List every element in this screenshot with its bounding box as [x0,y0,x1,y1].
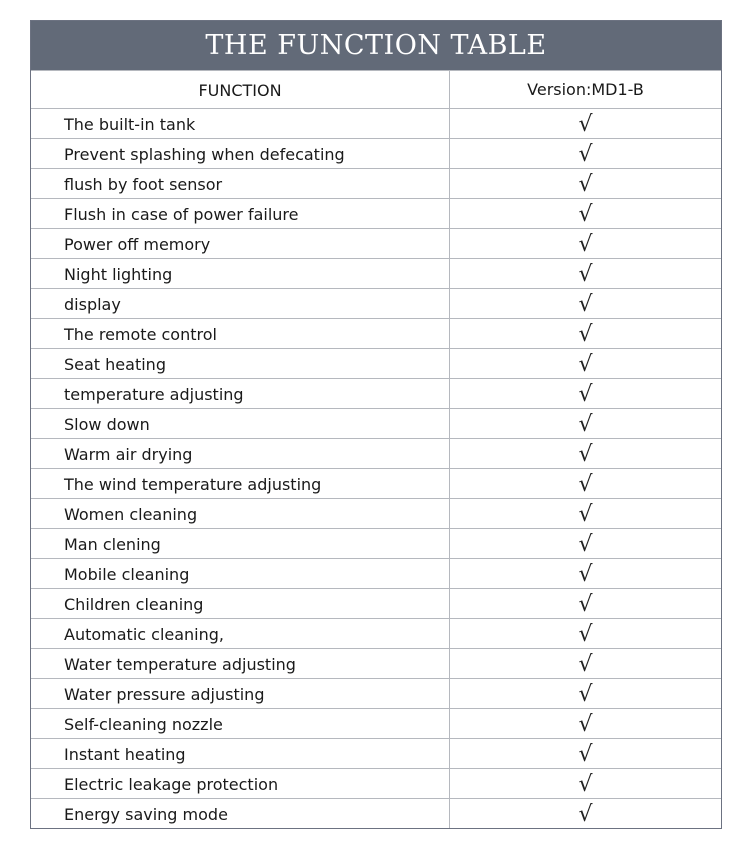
table-row [31,588,721,618]
table-row [31,468,721,498]
function-cell: flush by foot sensor [31,169,450,198]
function-cell: Warm air drying [31,439,450,468]
table-row [31,348,721,378]
function-cell: Seat heating [31,349,450,378]
table-row [31,498,721,528]
table-row [31,708,721,738]
check-icon: √ [578,471,593,497]
header-version: Version:MD1-B [527,80,644,99]
table-row [31,198,721,228]
table-header-row [31,70,721,108]
function-cell: Self-cleaning nozzle [31,709,450,738]
version-cell [450,709,721,738]
function-cell: The wind temperature adjusting [31,469,450,498]
function-cell: Water pressure adjusting [31,679,450,708]
version-cell [450,289,721,318]
function-cell: Automatic cleaning, [31,619,450,648]
check-icon: √ [578,411,593,437]
table-row [31,438,721,468]
version-cell [450,109,721,138]
function-cell: The remote control [31,319,450,348]
check-icon: √ [578,381,593,407]
check-icon: √ [578,441,593,467]
function-cell: Power off memory [31,229,450,258]
table-row [31,648,721,678]
table-row [31,618,721,648]
function-cell: Water temperature adjusting [31,649,450,678]
check-icon: √ [578,741,593,767]
version-cell [450,169,721,198]
table-row [31,258,721,288]
table-row [31,108,721,138]
table-row [31,678,721,708]
check-icon: √ [578,201,593,227]
function-cell: Slow down [31,409,450,438]
check-icon: √ [578,321,593,347]
check-icon: √ [578,351,593,377]
table-row [31,798,721,828]
table-row [31,288,721,318]
version-cell [450,259,721,288]
check-icon: √ [578,231,593,257]
version-cell [450,619,721,648]
check-icon: √ [578,681,593,707]
function-table [30,20,722,829]
check-icon: √ [578,261,593,287]
check-icon: √ [578,561,593,587]
version-cell [450,469,721,498]
function-cell: Prevent splashing when defecating [31,139,450,168]
version-cell [450,679,721,708]
table-row [31,378,721,408]
check-icon: √ [578,591,593,617]
table-row [31,528,721,558]
version-cell [450,349,721,378]
function-cell: Instant heating [31,739,450,768]
function-cell: Man clening [31,529,450,558]
function-cell: Mobile cleaning [31,559,450,588]
version-cell [450,379,721,408]
check-icon: √ [578,141,593,167]
function-cell: Women cleaning [31,499,450,528]
check-icon: √ [578,651,593,677]
function-cell: display [31,289,450,318]
version-cell [450,529,721,558]
version-cell [450,739,721,768]
version-cell [450,319,721,348]
table-row [31,168,721,198]
function-cell: Children cleaning [31,589,450,618]
check-icon: √ [578,111,593,137]
check-icon: √ [578,711,593,737]
check-icon: √ [578,771,593,797]
function-cell: Flush in case of power failure [31,199,450,228]
version-cell [450,139,721,168]
check-icon: √ [578,291,593,317]
table-body [31,108,721,828]
check-icon: √ [578,171,593,197]
table-row [31,768,721,798]
table-title: THE FUNCTION TABLE [31,21,721,70]
check-icon: √ [578,531,593,557]
function-cell: Electric leakage protection [31,769,450,798]
check-icon: √ [578,501,593,527]
version-cell [450,499,721,528]
header-function: FUNCTION [31,71,450,108]
table-row [31,408,721,438]
table-row [31,138,721,168]
version-cell [450,649,721,678]
version-cell [450,439,721,468]
version-cell [450,409,721,438]
version-cell [450,589,721,618]
function-cell: Energy saving mode [31,799,450,828]
version-cell [450,769,721,798]
table-row [31,318,721,348]
function-cell: Night lighting [31,259,450,288]
table-row [31,228,721,258]
table-row [31,738,721,768]
table-row [31,558,721,588]
version-cell [450,199,721,228]
function-cell: temperature adjusting [31,379,450,408]
function-cell: The built-in tank [31,109,450,138]
check-icon: √ [578,621,593,647]
check-icon: √ [578,801,593,827]
version-cell [450,229,721,258]
version-cell [450,799,721,828]
version-cell [450,559,721,588]
